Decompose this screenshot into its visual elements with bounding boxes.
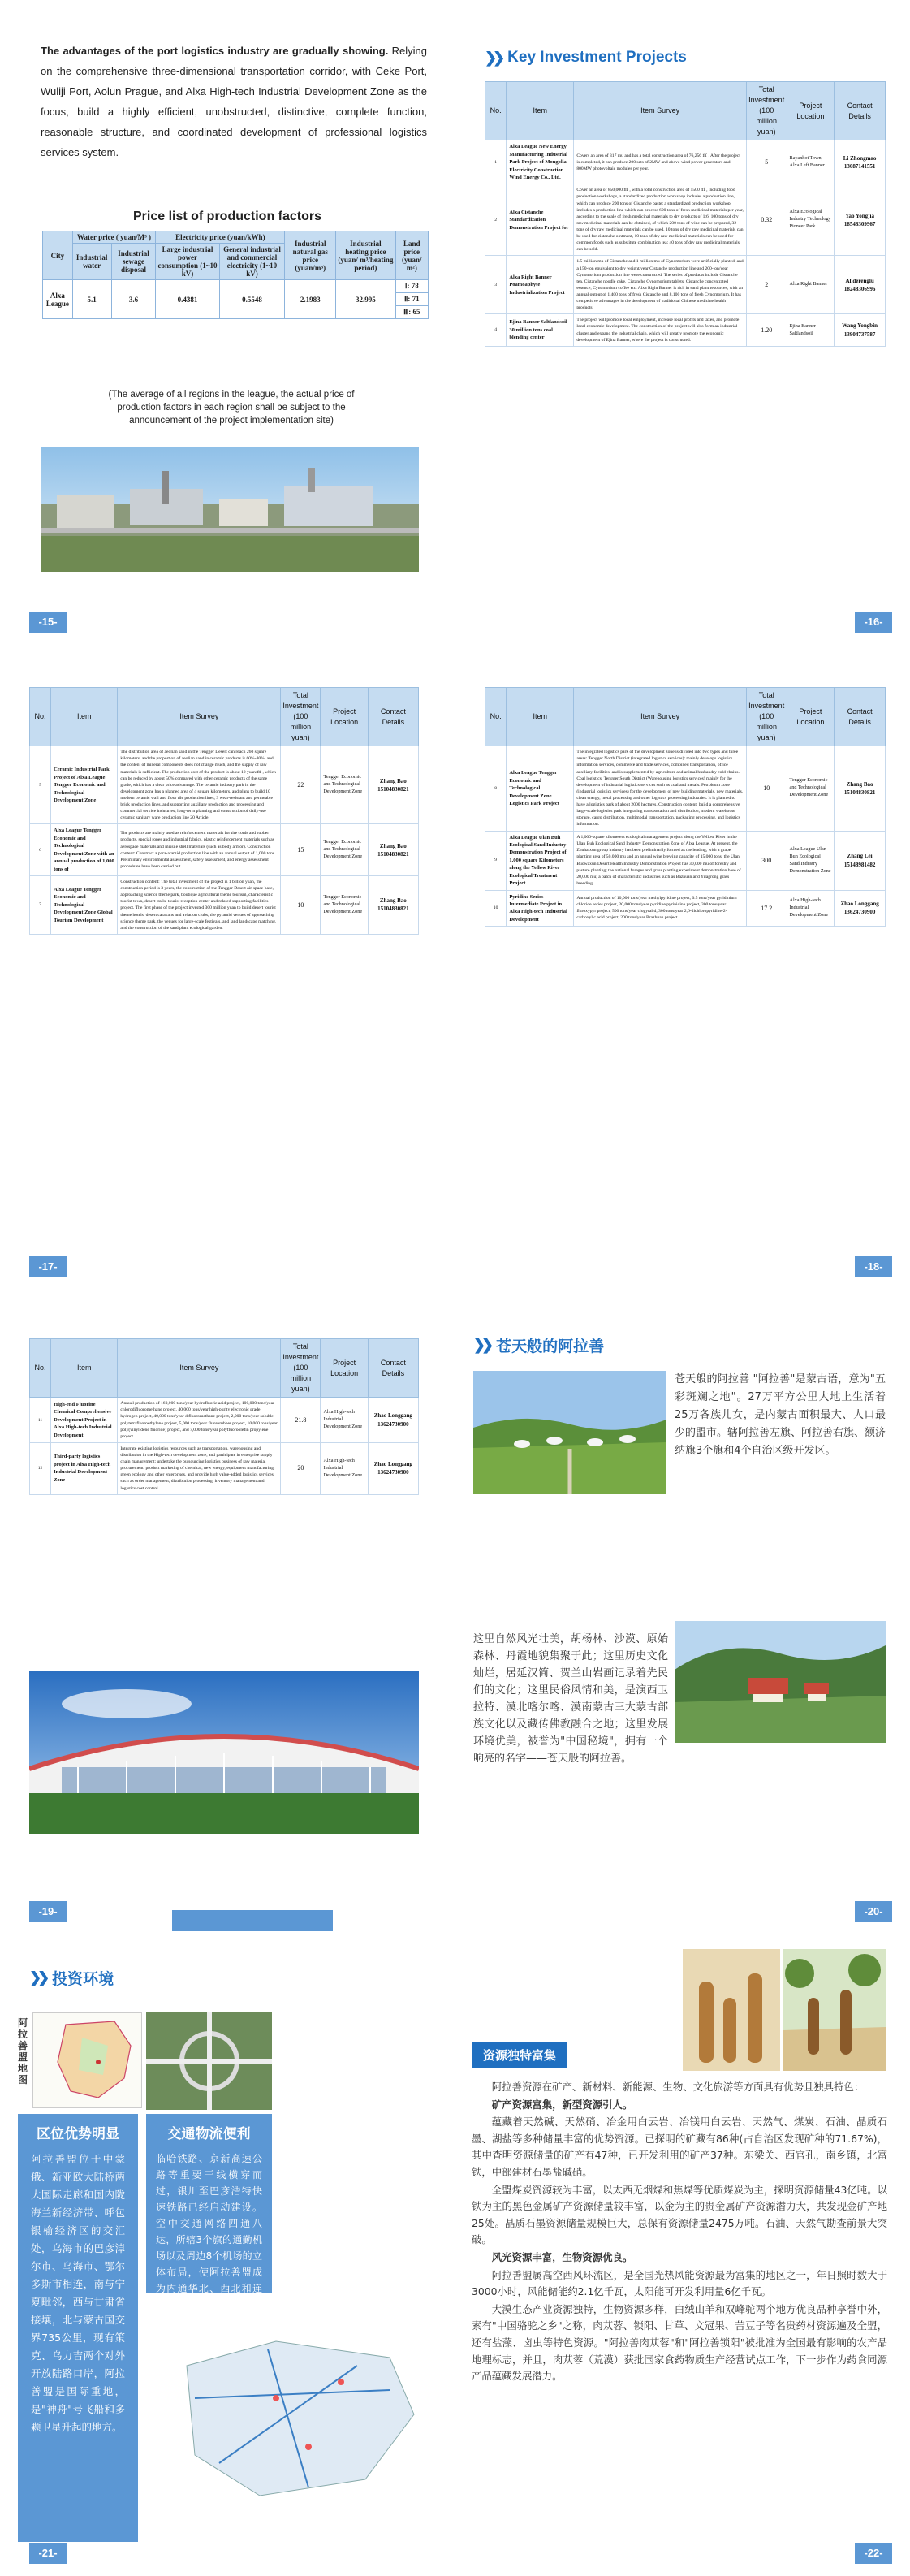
cell-survey: Annual production of 10,000 tons/year methylpyridine project, 0.5 tons/year pyridinium chloride series project, 20,000 tons/year pyridine pyrinidine project, 300 tons/year fluroxypyr project, 500 tons/year clopyralid, 300 tons/year 2,6-dichloropyridine-2-carboxylic acid project, 200 tons/year Brazhuan project. xyxy=(574,890,747,927)
th-contact: Contact Details xyxy=(835,688,886,746)
project-row xyxy=(485,184,886,256)
cell-item: Alxa League Tengger Economic and Technological Development Zone Global Tourism Development xyxy=(51,875,118,934)
page-18 xyxy=(455,645,910,1289)
projects-table-19 xyxy=(29,1338,419,1495)
cell-investment: 10 xyxy=(746,746,787,831)
project-row xyxy=(485,140,886,184)
th-water: Water price ( yuan/M³ ) xyxy=(72,231,156,244)
cell-investment: 20 xyxy=(281,1442,321,1494)
page-19 xyxy=(0,1290,455,1934)
resource-paragraph: 全盟煤炭资源较为丰富，以太西无烟煤和焦煤等优质煤炭为主，探明资源储量43亿吨。以铁为主的黑色金属矿产资源储量较丰富，以金为主的贵金属矿产资源潜力大，共发现金矿产地25处。晶质石墨资源储量规模巨大，总保有资源储量2475万吨。石油、天然气勘查前景大突破。 xyxy=(472,2183,887,2246)
cell-item: Alxa Cistanche Standardization Demonstration Project for xyxy=(507,184,574,256)
resource-heading: 风光资源丰富，生物资源优良。 xyxy=(491,2250,633,2263)
cell-sewage: 3.6 xyxy=(111,280,156,319)
th-item: Item xyxy=(507,688,574,746)
page-number-16: -16- xyxy=(855,612,892,633)
cell-survey: Construction content: The total investment of the project is 1 billion yuan, the construction period is 3 years, the construction of the Tengger Desert air-space base, approaching science theme park, boutique agricultural theme tourism, characteristic tourist town, desert trails, tourist reception center and related supporting facilities project. The first phase of the project invested 300 million yuan to build desert tourist theme hotels, desert caravans and aviation clubs, the pyramid venues of approaching science theme park, the venues for large-scale festivals, and land landscape matching, and the construction of the sand plant ecological garden. xyxy=(118,875,281,934)
cell-contact: Zhao Longgang 13624730900 xyxy=(368,1442,418,1494)
cell-no: 1 xyxy=(485,140,507,184)
th-location: Project Location xyxy=(321,688,368,746)
price-list-title: Price list of production factors xyxy=(132,210,322,223)
cell-item: Alxa Right Banner Poamoaphyte Industrialization Project xyxy=(507,256,574,314)
th-no: No. xyxy=(485,82,507,140)
th-city: City xyxy=(43,231,73,280)
cell-survey: Annual production of 160,000 tons/year hydrofluoric acid project, 100,000 tons/year chlorodifluoromethane project, 40,000 tons/year high-purity electronic grade hydrogen project, 40,000 tons/year difluoromethane project, 2,000 tons/year soluble polytetrafluoroethylene project, 5,000 tons/year fluororubber project, 10,000 tons/year poly(vinylidene fluoride) project, and 7,000 tons/year polyfluoroolefin propylene project. xyxy=(118,1398,281,1443)
box-title-location: 区位优势明显 xyxy=(37,2126,119,2142)
th-survey: Item Survey xyxy=(574,688,747,746)
cell-investment: 0.32 xyxy=(746,184,787,256)
cell-survey: The distribution area of aeolian sand in the Tengger Desert can reach 260 square kilometers, and the proportion of aeolian sand in ceramic products is 60%-80%, and the content of mineral components does not change much, and the supply of raw materials is sufficient. The production cost of the product is about 12 yuan/㎡ , which can be reduced by about 50% compared with other ceramic products of the same grade, which has a clear price advantage. The ceramic industry park in the development zone has a planned area of 4 square kilometers, and plans to build 10 modern ceramic wall and floor tile production lines, 3 wear-resistant and permeable brick production lines, and supporting auxiliary production and processing and commercial service industries; long-term planning and construction of daily-use ceramic sanitary ware production line 20 Article. xyxy=(118,746,281,824)
cell-contact: Zhao Longgang 13624730900 xyxy=(835,890,886,927)
cell-investment: 17.2 xyxy=(746,890,787,927)
cell-location: Alxa Ecological Industry Technology Pioneer Park xyxy=(787,184,835,256)
resource-tag: 资源独特富集 xyxy=(472,2042,567,2068)
projects-table-16 xyxy=(485,81,886,347)
project-row xyxy=(485,314,886,346)
project-row xyxy=(30,875,419,934)
cell-survey: Integrate existing logistics resources such as transportation, warehousing and distribution in the High-tech development zone, and participate in enterprise supply chain management; undertake the outsourcing logistics business of raw material procurement, product marketing of chemical, new energy, equipment manufacturing, green ecology and other enterprises, and provide high value-added logistics services such as order management, distribution processing, inventory management and logistics cost control. xyxy=(118,1442,281,1494)
th-investment: Total Investment (100 million yuan) xyxy=(746,688,787,746)
resource-paragraph: 蕴藏着天然碱、天然硝、冶金用白云岩、冶镁用白云岩、天然气、煤炭、石油、晶质石墨、湖盐等多种储量丰富的优势资源。已探明的矿藏有86种(占自治区发现矿种的71.67%)，其中查明资源储量的矿产有47种，已开发利用的矿产37种。东梁关、西官孔，南乡镇，北富铁，中部建材石墨盐碱硝。 xyxy=(472,2116,887,2178)
cell-no: 2 xyxy=(485,184,507,256)
page-number-18: -18- xyxy=(855,1256,892,1277)
section-title-text: Key Investment Projects xyxy=(507,49,687,66)
cell-survey: Cover an area of 850,000 ㎡ , with a total construction area of 5500 ㎡ , including food production workshops, a standardized production workshop includes a production line, which can produce 200 tons of Cistanche paste; a standardized production workshop includes a production line which can process 600 tons of fresh medicinal materials per year, according to the scale of fresh medicinal materials to dry products of 1:6, 100 tons of dry raw medicinal materials can be obtained, of which 200 tons of wine can be prepared, 32 tons of dry raw medicinal materials can be used, 10 tons of dry raw medicinal materials can be used for cistanche ointment, 10 tons of dry raw medicinal materials can be used for common foods such as substitute combination tea; 40 tons of dry raw medicinal materials can be sold. xyxy=(574,184,747,256)
page-number-15: -15- xyxy=(29,612,67,633)
cell-item: Alxa League Tengger Economic and Technological Development Zone with an annual production of 1,000 tons of xyxy=(51,824,118,876)
intro-bold-text: The advantages of the port logistics industry are gradually showing. xyxy=(41,45,389,57)
transport-box xyxy=(146,2114,272,2293)
cell-item: Alxa League New Energy Manufacturing Industrial Park Project of Mongolia Electricity Construction Wind Energy Co., Ltd. xyxy=(507,140,574,184)
cell-contact: Yao Yongjia 18548309967 xyxy=(835,184,886,256)
cell-contact: Aliderenglu 18248306996 xyxy=(835,256,886,314)
cell-survey: Covers an area of 317 mu and has a total construction area of 76,256 ㎡ . After the project is completed, it can produce 200 sets of 2MW and above wind power generators and 800MW photovoltaic modules per year. xyxy=(574,140,747,184)
cell-survey: The project will promote local employment, increase local profits and taxes, and promote local economic development. The construction of the project will also form an industrial cluster and expand the industrial chain, which will greatly promote the economic development of Ejina Banner, where the project is constructed. xyxy=(574,314,747,346)
th-location: Project Location xyxy=(787,82,835,140)
th-sewage: Industrial sewage disposal xyxy=(111,244,156,280)
resource-paragraph: 阿拉善资源在矿产、新材料、新能源、生物、文化旅游等方面具有优势且独具特色： xyxy=(491,2081,865,2093)
cell-investment: 5 xyxy=(746,140,787,184)
map-caption: 阿拉善盟地图 xyxy=(18,2017,28,2085)
page-number-19: -19- xyxy=(29,1901,67,1922)
cell-location: Alxa High-tech Industrial Development Zone xyxy=(321,1398,368,1443)
cell-no: 7 xyxy=(30,875,51,934)
cell-no: 3 xyxy=(485,256,507,314)
cell-item: Ejina Banner Saltlandsoil 30 million tons coal blending center xyxy=(507,314,574,346)
cell-contact: Wang Yongbin 13904737587 xyxy=(835,314,886,346)
th-investment: Total Investment (100 million yuan) xyxy=(281,688,321,746)
page-number-20: -20- xyxy=(855,1901,892,1922)
th-investment: Total Investment (100 million yuan) xyxy=(281,1339,321,1398)
cell-investment: 10 xyxy=(281,875,321,934)
page-20 xyxy=(455,1290,910,1934)
cell-land-2: Ⅱ: 71 xyxy=(395,293,428,306)
cell-investment: 22 xyxy=(281,746,321,824)
cell-investment: 15 xyxy=(281,824,321,876)
box-text-transport: 临哈铁路、京新高速公路等重要干线横穿而过，银川至巴彦浩特快速铁路已经启动建设。空中交通网络四通八达，所辖3个旗的通勤机场以及周边8个机场的立体布局，使阿拉善盟成为内通华北、西北和连 xyxy=(156,2153,262,2294)
resource-heading: 矿产资源富集，新型资源引人。 xyxy=(491,2098,633,2111)
cell-location: Tengger Economic and Technological Development Zone xyxy=(321,875,368,934)
th-item: Item xyxy=(51,688,118,746)
th-contact: Contact Details xyxy=(368,688,418,746)
cell-large: 0.4381 xyxy=(156,280,219,319)
page-15 xyxy=(0,0,455,644)
section-title-key-projects xyxy=(485,49,687,67)
projects-table-18 xyxy=(485,687,886,927)
cell-investment: 2 xyxy=(746,256,787,314)
cell-location: Tengger Economic and Technological Development Zone xyxy=(321,746,368,824)
cell-contact: Zhang Bao 15104830821 xyxy=(368,875,418,934)
chevron-double-icon: ❯❯ xyxy=(473,1337,490,1353)
cell-heat: 32.995 xyxy=(336,280,395,319)
grassland-yurt-photo xyxy=(473,1371,666,1494)
logistics-building-photo xyxy=(29,1671,419,1834)
industrial-park-photo xyxy=(41,447,419,572)
cell-gas: 2.1983 xyxy=(285,280,336,319)
cell-contact: Li Zhongmao 13087141551 xyxy=(835,140,886,184)
resource-paragraph: 大漠生态产业资源独特，生物资源多样，白绒山羊和双峰驼两个地方优良品种享誉中外，素有"中国骆驼之乡"之称，肉苁蓉、锁阳、甘草、文冠果、苦豆子等名贵药材资源遍及全盟，还有盐藻、卤虫等特色资源。"阿拉善肉苁蓉"和"阿拉善锁阳"被批准为全国最有影响的农产品地理标志，并且，肉苁蓉（荒漠）获批国家食药物质生产经营试点工作，下一步作为药食同源产品蕴藏发展潜力。 xyxy=(472,2302,887,2383)
page-number-17: -17- xyxy=(29,1256,67,1277)
chevron-double-icon: ❯❯ xyxy=(485,49,502,66)
cell-no: 6 xyxy=(30,824,51,876)
page-number-21: -21- xyxy=(29,2543,67,2564)
section-title-investment-env xyxy=(29,1967,114,1989)
cell-location: Alxa League Ulan Buh Ecological Sand Industry Demonstration Zone xyxy=(787,831,835,890)
cell-survey: The integrated logistics park of the development zone is divided into two types and three areas: Tengger North District (integrated logistics services): mainly develops logistics information services, commerce and trade services, combined transportation, office auxiliary facilities, and is supplemented by agriculture and animal husbandry cold chains. Coal logistics: Tengger South District (Warehousing logistics services) mainly for the development of industrial logistics services such as coal and metals. Petroleum zone (industrial logistics services) for the development of new building materials, new materials, clean energy, metal processing and other logistics processing industries. It is planned to have a logistics park of about 2000 hectares. Construction content: build a comprehensive large-scale logistics park integrating transportation and distribution, modern warehouse storage, cargo distribution, multimodal transportation, packaging processing, and logistics information. xyxy=(574,746,747,831)
cell-location: Alxa High-tech Industrial Development Zone xyxy=(787,890,835,927)
th-location: Project Location xyxy=(787,688,835,746)
cell-contact: Zhang Bao 15104830821 xyxy=(835,746,886,831)
box-title-transport: 交通物流便利 xyxy=(167,2126,251,2142)
cell-contact: Zhang Bao 15104830821 xyxy=(368,746,418,824)
cell-location: Tengger Economic and Technological Development Zone xyxy=(321,824,368,876)
cistanche-photo-1 xyxy=(683,1949,780,2071)
project-row xyxy=(30,746,419,824)
cell-item: Alxa League Tengger Economic and Technological Development Zone Logistics Park Project xyxy=(507,746,574,831)
th-gas: Industrial natural gas price (yuan/m³) xyxy=(285,231,336,280)
intro-body-text: Relying on the comprehensive three-dimensional transportation corridor, with Ceke Port, Wuliji Port, Aolun Prague, and Alxa High-tech Industrial Development Zone as the focus, build a highly efficient, unobstructed, distinctive, complete function, reasonable structure, and coordinated development of professional logistics services system. xyxy=(41,45,427,158)
temple-forest-photo xyxy=(675,1621,886,1743)
cell-land-3: Ⅲ: 65 xyxy=(395,306,428,319)
cell-location: Tengger Economic and Technological Development Zone xyxy=(787,746,835,831)
box-text-location: 阿拉善盟位于中蒙俄、新亚欧大陆桥两大国际走廊和国内陇海兰新经济带、呼包银榆经济区的交汇处，乌海市的巴彦淖尔市、乌海市、鄂尔多斯市相连，南与宁夏毗邻，西与甘肃省接壤，北与蒙古国交界735公里，现有策克、乌力吉两个对外开放陆路口岸，阿拉善盟是国际重地，是"神舟"号飞船和多颗卫星升起的地方。 xyxy=(31,2153,125,2433)
th-heating: Industrial heating price (yuan/ m³/heating period) xyxy=(336,231,395,280)
th-contact: Contact Details xyxy=(835,82,886,140)
th-contact: Contact Details xyxy=(368,1339,418,1398)
cell-investment: 1.20 xyxy=(746,314,787,346)
project-row xyxy=(485,746,886,831)
page-17 xyxy=(0,645,455,1289)
cell-general: 0.5548 xyxy=(219,280,285,319)
th-no: No. xyxy=(30,1339,51,1398)
cell-no: 4 xyxy=(485,314,507,346)
price-table xyxy=(42,231,429,319)
cell-item: Alxa League Ulan Buh Ecological Sand Industry Demonstration Project of 1,000 square Kilometers along the Yellow River Ecological Treatment Project xyxy=(507,831,574,890)
project-row xyxy=(30,1398,419,1443)
location-advantage-box xyxy=(18,2114,138,2542)
resource-paragraphs xyxy=(472,2079,887,2386)
th-no: No. xyxy=(30,688,51,746)
th-survey: Item Survey xyxy=(118,688,281,746)
cell-no: 11 xyxy=(30,1398,51,1443)
project-row xyxy=(485,831,886,890)
cell-item: High-end Fluorine Chemical Comprehensive Development Project in Alxa High-tech Industrial Development xyxy=(51,1398,118,1443)
cell-survey: A 1,000-square kilometers ecological management project along the Yellow River in the Ulan Buh Ecological Sand Industry Demonstration Zone of Alxa League. At present, the Zhuhaixun group industry has been preliminarily formed as the leading, with a grape planting area of 50,000 mu and an annual wine brewing capacity of 15,000 tons; the Ulan Buowaxun Desert Health Industry Demonstration Project has 30,000 mu of forestry and pasture planting; the national forages and grass planting experiment demonstration base of 20,000 mu; a batch of characteristic industries such as Bazhuan and Yilagrong grass breeding. xyxy=(574,831,747,890)
cell-contact: Zhao Longgang 13624730900 xyxy=(368,1398,418,1443)
resource-paragraph: 阿拉善盟属高空西风环流区，是全国光热风能资源最为富集的地区之一，年日照时数大于3000小时，风能储能约2.1亿千瓦，太阳能可开发利用量6亿千瓦。 xyxy=(472,2268,887,2298)
cell-investment: 300 xyxy=(746,831,787,890)
project-row xyxy=(30,1442,419,1494)
price-note: (The average of all regions in the league, the actual price of production factors in each region shall be subject to the announcement of the project implementation site) xyxy=(108,390,355,426)
cell-city: Alxa League xyxy=(43,280,73,319)
th-item: Item xyxy=(51,1339,118,1398)
project-row xyxy=(485,256,886,314)
th-survey: Item Survey xyxy=(574,82,747,140)
th-electricity: Electricity price (yuan/kWh) xyxy=(156,231,285,244)
cell-location: Bayanhot Town, Alxa Left Banner xyxy=(787,140,835,184)
highway-interchange-photo xyxy=(146,2012,272,2110)
section-title-alxa xyxy=(473,1334,604,1356)
section-title-text: 苍天般的阿拉善 xyxy=(496,1338,605,1355)
cell-item: Ceramic Industrial Park Project of Alxa League Tengger Economic and Technological Development Zone xyxy=(51,746,118,824)
cell-investment: 21.8 xyxy=(281,1398,321,1443)
cell-item: Pyridine Series Intermediate Project in Alxa High-tech Industrial Development xyxy=(507,890,574,927)
cell-water: 5.1 xyxy=(72,280,111,319)
page-22 xyxy=(455,1931,910,2575)
cell-location: Ejina Banner Saltlandsoil xyxy=(787,314,835,346)
th-investment: Total Investment (100 million yuan) xyxy=(746,82,787,140)
th-no: No. xyxy=(485,688,507,746)
th-land: Land price (yuan/ m²) xyxy=(395,231,428,280)
intro-paragraph xyxy=(41,41,427,162)
cell-land-1: Ⅰ: 78 xyxy=(395,280,428,293)
alxa-map xyxy=(32,2012,142,2108)
cell-contact: Zhang Lei 15148981482 xyxy=(835,831,886,890)
page-16 xyxy=(455,0,910,644)
th-industrial-water: Industrial water xyxy=(72,244,111,280)
alxa-paragraph-2: 这里自然风光壮美，胡杨林、沙漠、原始森林、丹霞地貌集聚于此；这里历史文化灿烂，居延汉简、贺兰山岩画记录着先民们的文化；这里民俗风情和美，是演西卫拉特、漠北喀尔喀、漠南蒙古三大蒙古部族文化以及藏传佛教融合之地；这里发展环境优美，被誉为"中国秘境"，拥有一个响亮的名字——苍天般的阿拉善。 xyxy=(473,1633,668,1765)
cell-no: 10 xyxy=(485,890,507,927)
chevron-double-icon: ❯❯ xyxy=(29,1969,46,1986)
project-row xyxy=(485,890,886,927)
th-survey: Item Survey xyxy=(118,1339,281,1398)
transport-network-diagram xyxy=(146,2301,434,2544)
cistanche-photo-2 xyxy=(783,1949,886,2071)
alxa-paragraph-1: 苍天般的阿拉善 "阿拉善"是蒙古语，意为"五彩斑斓之地"。27万平方公里大地上生活着25万各族儿女，是内蒙古面积最大、人口最少的盟市。辖阿拉善左旗、阿拉善右旗、额济纳旗3个旗和4个自治区级开发区。 xyxy=(675,1373,886,1457)
cell-no: 12 xyxy=(30,1442,51,1494)
cell-contact: Zhang Bao 15104830821 xyxy=(368,824,418,876)
cell-no: 8 xyxy=(485,746,507,831)
cell-survey: The products are mainly used as reinforcement materials for tire cords and rubber products, special ropes and industrial fabrics, plastic reinforcement materials such as aerospace materials and missile shell materials (such as body armor). Construction content: Construct a para-aramid production line with an annual output of 1,000 tons. Preliminary environmental assessment, safety assessment, and energy assessment procedures have been carried out. xyxy=(118,824,281,876)
page-number-22: -22- xyxy=(855,2543,892,2564)
th-large-power: Large industrial power consumption (1~10 kV) xyxy=(156,244,219,280)
cell-location: Alxa High-tech Industrial Development Zone xyxy=(321,1442,368,1494)
cell-location: Alxa Right Banner xyxy=(787,256,835,314)
th-general-power: General industrial and commercial electricity (1~10 kV) xyxy=(219,244,285,280)
cell-no: 5 xyxy=(30,746,51,824)
projects-table-17 xyxy=(29,687,419,935)
th-item: Item xyxy=(507,82,574,140)
cell-item: Third-party logistics project in Alxa High-tech Industrial Development Zone xyxy=(51,1442,118,1494)
cell-no: 9 xyxy=(485,831,507,890)
project-row xyxy=(30,824,419,876)
cell-survey: 1.5 million mu of Cistanche and 1 million mu of Cynomorium were artificially planted, and a 150-ton equivalent to dry weight/year Cistanche production line and 200-ton/year Cynomorium production line were constructed. The series of products include Cistanche tea, Cistanche noodle cake, Cistanche Cynomorium tablets, Cistanche concentrated essence, Cynomorium coffee etc. Alxa Right Banner is rich in sand plant resources, with an annual output of 1,400 tons of fresh Cistanche and 8,100 tons of fresh Cynomorium. It has competitive advantages in the development of traditional Chinese medicine health products. xyxy=(574,256,747,314)
page-21 xyxy=(0,1931,455,2575)
section-title-text: 投资环境 xyxy=(52,1971,114,1988)
th-location: Project Location xyxy=(321,1339,368,1398)
